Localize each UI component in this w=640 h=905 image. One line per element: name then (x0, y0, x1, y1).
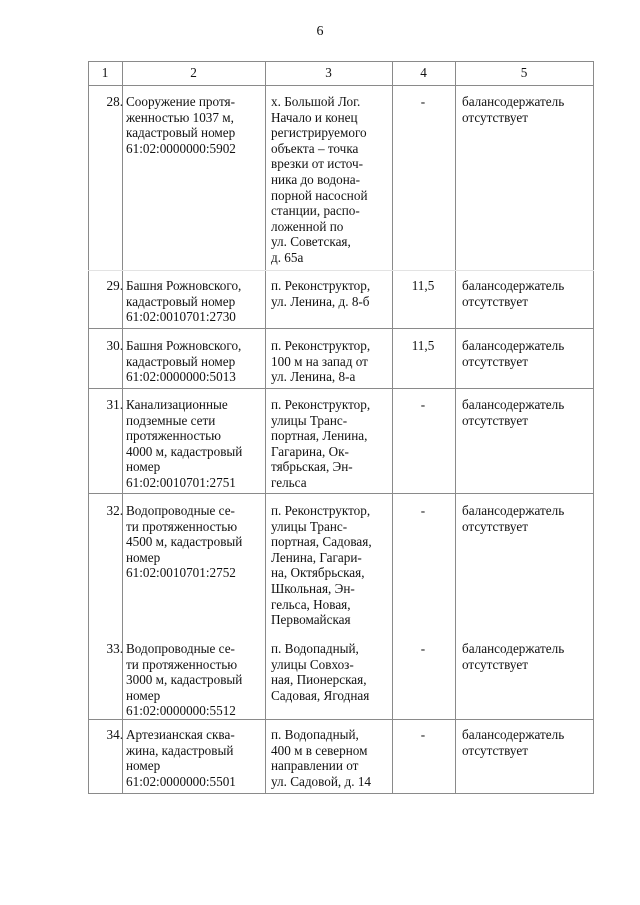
col-divider-3 (392, 61, 393, 794)
object-address: п. Реконструктор, ул. Ленина, д. 8-б (271, 278, 371, 309)
col-divider-2 (265, 61, 266, 794)
row-number: 31. (106, 397, 123, 412)
table-border-bottom (88, 793, 594, 794)
balance-holder: балансодержатель отсутствует (462, 397, 565, 428)
object-address: п. Водопадный, 400 м в северном направлении от ул. Садовой, д. 14 (271, 727, 372, 789)
object-address: п. Реконструктор, 100 м на запад от ул. Ленина, 8-а (271, 338, 371, 385)
object-name: Водопроводные се- ти протяженностью 3000 м, кадастровый номер 61:02:0000000:5512 (126, 641, 243, 719)
row-number: 32. (106, 503, 123, 518)
object-length: - (420, 397, 426, 412)
table-border-left (88, 61, 89, 794)
row-divider (88, 328, 594, 329)
balance-holder: балансодержатель отсутствует (462, 94, 565, 125)
balance-holder: балансодержатель отсутствует (462, 278, 565, 309)
row-divider-faint (88, 270, 594, 271)
object-length: 11,5 (411, 278, 435, 293)
header-divider (88, 85, 594, 86)
row-number: 28. (106, 94, 123, 109)
row-number: 34. (106, 727, 123, 742)
row-divider (88, 719, 594, 720)
object-name: Канализационные подземные сети протяженностью 4000 м, кадастровый номер 61:02:0010701:2751 (126, 397, 243, 490)
row-divider (88, 388, 594, 389)
balance-holder: балансодержатель отсутствует (462, 641, 565, 672)
registry-table (88, 61, 594, 794)
balance-holder: балансодержатель отсутствует (462, 727, 565, 758)
object-address: п. Реконструктор, улицы Транс- портная, Ленина, Гагарина, Ок- тябрьская, Эн- гельса (271, 397, 371, 490)
object-length: - (420, 641, 426, 656)
row-number: 30. (106, 338, 123, 353)
page-number: 6 (316, 24, 324, 39)
column-header: 4 (420, 65, 427, 80)
object-address: х. Большой Лог. Начало и конец регистрируемого объекта – точка врезки от источ- ника до водона- порной насосной станции, распо- ложенной по ул. Советская, д. 65а (271, 94, 368, 265)
balance-holder: балансодержатель отсутствует (462, 503, 565, 534)
row-divider (88, 493, 594, 494)
col-divider-1 (122, 61, 123, 794)
object-name: Башня Рожновского, кадастровый номер 61:02:0010701:2730 (126, 278, 242, 325)
object-length: - (420, 503, 426, 518)
object-length: - (420, 94, 426, 109)
table-border-right (593, 61, 594, 794)
object-address: п. Водопадный, улицы Совхоз- ная, Пионерская, Садовая, Ягодная (271, 641, 370, 703)
row-number: 29. (106, 278, 123, 293)
balance-holder: балансодержатель отсутствует (462, 338, 565, 369)
col-divider-4 (455, 61, 456, 794)
object-address: п. Реконструктор, улицы Транс- портная, Садовая, Ленина, Гагари- на, Октябрьская, Школьная, Эн- гельса, Новая, Первомайская (271, 503, 372, 628)
object-name: Сооружение протя- женностью 1037 м, кадастровый номер 61:02:0000000:5902 (126, 94, 236, 156)
column-header: 2 (190, 65, 197, 80)
column-header: 1 (101, 65, 109, 80)
object-name: Водопроводные се- ти протяженностью 4500 м, кадастровый номер 61:02:0010701:2752 (126, 503, 243, 581)
object-name: Башня Рожновского, кадастровый номер 61:02:0000000:5013 (126, 338, 242, 385)
column-header: 5 (520, 65, 528, 80)
row-number: 33. (106, 641, 123, 656)
object-name: Артезианская сква- жина, кадастровый номер 61:02:0000000:5501 (126, 727, 236, 789)
column-header: 3 (325, 65, 332, 80)
object-length: 11,5 (411, 338, 435, 353)
object-length: - (420, 727, 426, 742)
